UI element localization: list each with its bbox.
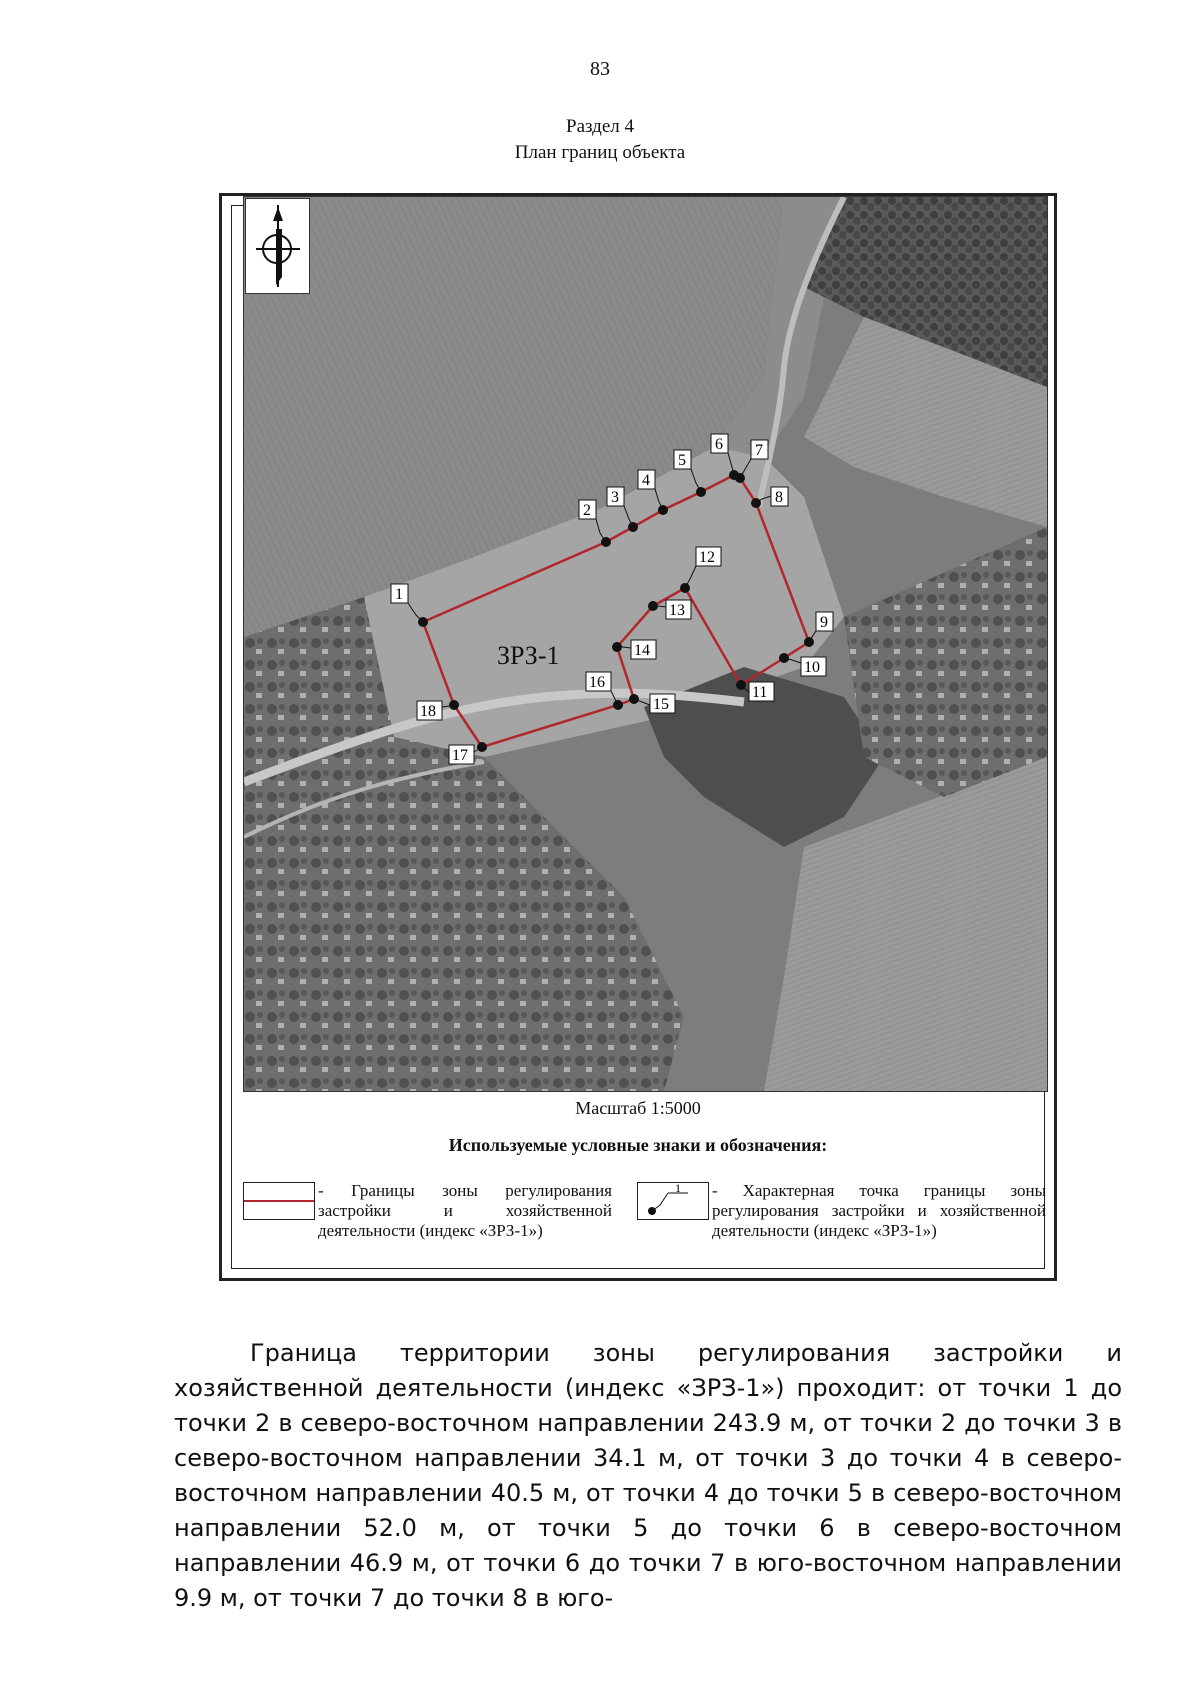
legend-point-icon [638,1183,708,1219]
svg-text:10: 10 [804,659,820,676]
svg-text:4: 4 [642,472,650,489]
zone-label: ЗРЗ-1 [497,641,560,670]
scale-text: Масштаб 1:5000 [575,1098,701,1118]
body-paragraph: Граница территории зоны регулирования застройки и хозяйственной деятельности (индекс «ЗРЗ-1») проходит: от точки 1 до точки 2 в северо-восточном направлении 243.9 м, от точки 2 до точки 3 в северо-восточном направлении 34.1 м, от точки 3 до точки 4 в северо-восточном направлении 40.5 м, от точки 4 до точки 5 в северо-восточном направлении 52.0 м, от точки 5 до точки 6 в северо-восточном направлении 46.9 м, от точки 6 до точки 7 в юго-восточном направлении 9.9 м, от точки 7 до точки 8 в юго- [174,1339,1122,1612]
svg-text:13: 13 [669,602,685,619]
svg-text:14: 14 [634,642,650,659]
legend-boundary-symbol [243,1182,315,1220]
svg-text:15: 15 [653,696,669,713]
legend-point-symbol [637,1182,709,1220]
svg-text:6: 6 [715,436,723,453]
legend-boundary-text: - Границы зоны регулирования застройки и хозяйственной деятельности (индекс «ЗРЗ-1») [318,1181,612,1240]
svg-text:8: 8 [775,489,783,506]
page-number: 83 [590,58,610,80]
svg-text:12: 12 [699,549,715,566]
svg-text:2: 2 [583,502,591,519]
north-arrow-icon [246,199,309,293]
svg-text:9: 9 [820,614,828,631]
section-heading [0,114,1200,166]
map-svg [244,197,1047,1091]
legend-point-text: - Характерная точка границы зоны регулирования застройки и хозяйственной деятельности (индекс «ЗРЗ-1») [712,1181,1046,1240]
svg-text:5: 5 [678,452,686,469]
svg-text:11: 11 [752,684,768,701]
legend-title: Используемые условные знаки и обозначения: [448,1135,828,1155]
aerial-map [243,196,1048,1092]
svg-text:17: 17 [452,747,468,764]
north-arrow [245,198,310,294]
svg-text:7: 7 [755,442,763,459]
svg-text:3: 3 [611,489,619,506]
legend-boundary-line [244,1200,314,1202]
section-title: Раздел 4 [566,116,634,137]
svg-text:1: 1 [395,586,403,603]
svg-text:18: 18 [420,703,436,720]
legend-point-number: 1 [675,1183,681,1195]
svg-text:16: 16 [589,674,605,691]
section-subtitle: План границ объекта [514,142,686,163]
